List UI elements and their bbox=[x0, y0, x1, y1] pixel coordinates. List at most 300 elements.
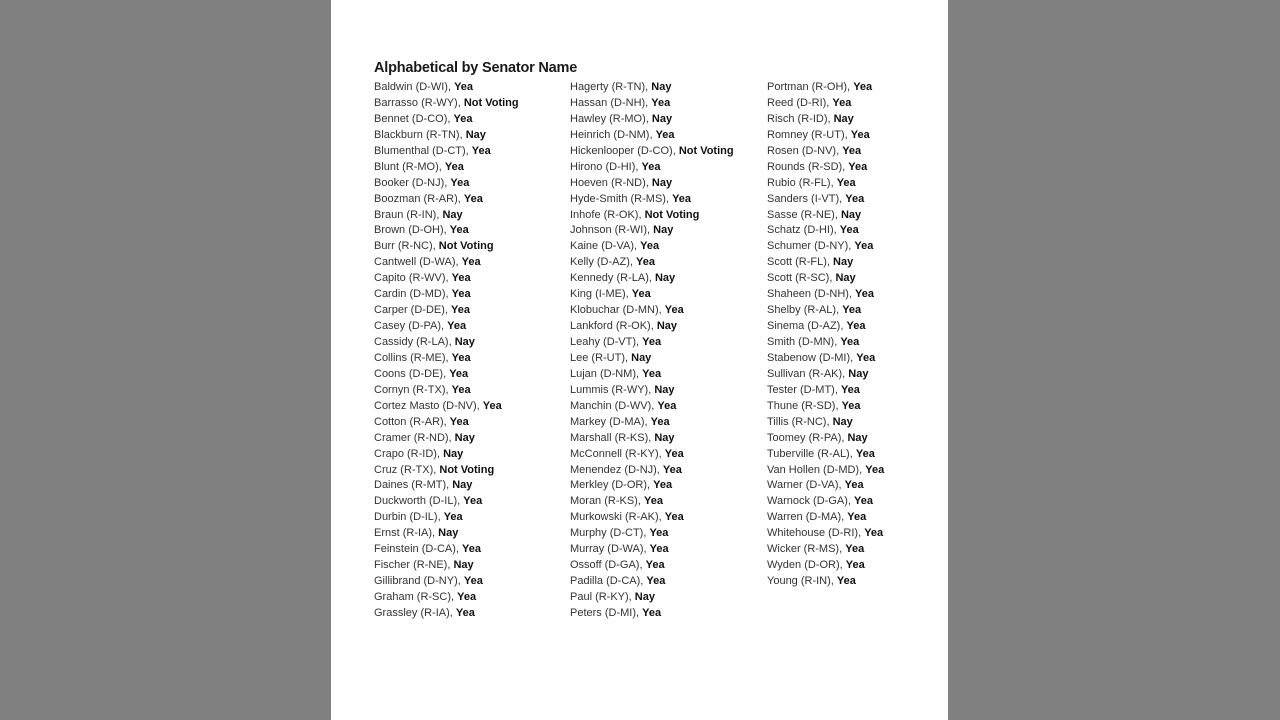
senator-name: Bennet (D-CO), bbox=[374, 112, 454, 125]
vote-value: Yea bbox=[449, 415, 469, 428]
vote-value: Nay bbox=[443, 447, 464, 460]
senator-vote-row bbox=[374, 191, 519, 207]
senator-vote-row bbox=[767, 477, 884, 493]
vote-value: Yea bbox=[845, 543, 865, 556]
senator-name: Sinema (D-AZ), bbox=[767, 320, 847, 333]
senator-vote-row bbox=[767, 270, 884, 286]
senator-name: Lujan (D-NM), bbox=[570, 367, 643, 380]
vote-value: Nay bbox=[454, 431, 475, 444]
senator-name: Capito (R-WV), bbox=[374, 272, 452, 285]
senator-vote-row bbox=[570, 509, 734, 525]
senator-name: Brown (D-OH), bbox=[374, 224, 450, 237]
senator-vote-row bbox=[767, 414, 884, 430]
senator-name: Schatz (D-HI), bbox=[767, 224, 840, 237]
senator-name: Murkowski (R-AK), bbox=[570, 511, 665, 524]
senator-vote-row bbox=[374, 525, 519, 541]
senator-name: Young (R-IN), bbox=[767, 575, 837, 588]
senator-vote-row bbox=[767, 541, 884, 557]
vote-value: Yea bbox=[854, 495, 873, 508]
vote-value: Yea bbox=[449, 367, 469, 380]
vote-value: Yea bbox=[461, 256, 481, 269]
vote-value: Yea bbox=[840, 336, 860, 348]
vote-value: Nay bbox=[438, 527, 459, 540]
senator-vote-row bbox=[374, 573, 519, 589]
senator-vote-row bbox=[570, 477, 734, 493]
senator-name: Kelly (D-AZ), bbox=[570, 256, 636, 269]
vote-value: Yea bbox=[641, 160, 661, 173]
senator-name: Rounds (R-SD), bbox=[767, 160, 849, 173]
vote-value: Yea bbox=[451, 272, 471, 285]
senator-name: Risch (R-ID), bbox=[767, 112, 834, 125]
senator-vote-row bbox=[570, 270, 734, 286]
vote-value: Yea bbox=[847, 511, 867, 524]
senator-name: Scott (R-SC), bbox=[767, 272, 836, 285]
vote-value: Yea bbox=[454, 81, 474, 93]
vote-value: Yea bbox=[850, 128, 870, 141]
senator-vote-row bbox=[767, 366, 884, 382]
senator-name: Warner (D-VA), bbox=[767, 479, 845, 492]
vote-value: Yea bbox=[836, 176, 856, 189]
vote-value: Yea bbox=[842, 144, 862, 157]
vote-value: Yea bbox=[839, 224, 859, 237]
senator-vote-row bbox=[374, 398, 519, 414]
senator-name: Blumenthal (D-CT), bbox=[374, 144, 472, 157]
senator-name: Wyden (D-OR), bbox=[767, 559, 846, 572]
vote-value: Yea bbox=[642, 336, 662, 348]
senator-vote-row bbox=[767, 143, 884, 159]
vote-value: Yea bbox=[642, 606, 662, 619]
senator-vote-row bbox=[570, 573, 734, 589]
senator-name: Hyde-Smith (R-MS), bbox=[570, 192, 673, 205]
vote-value: Yea bbox=[453, 112, 473, 125]
senator-name: Daines (R-MT), bbox=[374, 479, 453, 492]
senator-name: Whitehouse (D-RI), bbox=[767, 527, 865, 540]
senator-vote-row bbox=[374, 143, 519, 159]
vote-value: Yea bbox=[650, 415, 670, 428]
senator-name: Sanders (I-VT), bbox=[767, 192, 846, 205]
senator-vote-row bbox=[374, 477, 519, 493]
senator-name: King (I-ME), bbox=[570, 288, 632, 301]
vote-value: Yea bbox=[643, 495, 663, 508]
senator-vote-row bbox=[374, 414, 519, 430]
senator-vote-row bbox=[767, 462, 884, 478]
senator-vote-row bbox=[767, 350, 884, 366]
vote-value: Yea bbox=[631, 288, 651, 301]
senator-name: Romney (R-UT), bbox=[767, 128, 851, 141]
senator-name: Murphy (D-CT), bbox=[570, 527, 650, 540]
senator-vote-row bbox=[374, 238, 519, 254]
senator-vote-row bbox=[374, 302, 519, 318]
vote-value: Yea bbox=[646, 575, 666, 588]
vote-value: Nay bbox=[654, 272, 676, 285]
senator-vote-row bbox=[570, 79, 734, 95]
senator-vote-row bbox=[767, 382, 884, 398]
vote-value: Nay bbox=[833, 256, 854, 269]
senator-name: Cassidy (R-LA), bbox=[374, 336, 455, 348]
senator-name: Feinstein (D-CA), bbox=[374, 543, 463, 556]
senator-vote-row bbox=[767, 238, 884, 254]
vote-value: Yea bbox=[845, 192, 865, 205]
senator-vote-row bbox=[767, 95, 884, 111]
vote-value: Yea bbox=[672, 192, 692, 205]
senator-vote-row bbox=[374, 286, 519, 302]
senator-vote-row bbox=[767, 525, 884, 541]
vote-value: Yea bbox=[471, 144, 491, 157]
senator-name: Casey (D-PA), bbox=[374, 320, 448, 333]
vote-value: Yea bbox=[840, 383, 860, 396]
senator-vote-row bbox=[767, 493, 884, 509]
senator-name: Padilla (D-CA), bbox=[570, 575, 647, 588]
vote-value: Nay bbox=[653, 224, 674, 237]
vote-value: Yea bbox=[463, 495, 483, 508]
senator-vote-row bbox=[374, 79, 519, 95]
senator-vote-row bbox=[374, 366, 519, 382]
vote-value: Nay bbox=[840, 208, 862, 221]
vote-value: Nay bbox=[651, 176, 673, 189]
vote-value: Yea bbox=[482, 399, 502, 412]
senator-vote-row bbox=[767, 430, 884, 446]
senator-name: Marshall (R-KS), bbox=[570, 431, 655, 444]
document-page bbox=[331, 0, 948, 720]
senator-vote-row bbox=[570, 525, 734, 541]
senator-vote-row bbox=[374, 509, 519, 525]
senator-vote-row bbox=[374, 462, 519, 478]
senator-name: Scott (R-FL), bbox=[767, 256, 834, 269]
senator-vote-row bbox=[570, 127, 734, 143]
senator-name: Braun (R-IN), bbox=[374, 208, 443, 221]
senator-vote-row bbox=[570, 398, 734, 414]
vote-value: Nay bbox=[453, 559, 474, 572]
senator-vote-row bbox=[374, 382, 519, 398]
vote-value: Yea bbox=[444, 160, 464, 173]
senator-name: Cantwell (D-WA), bbox=[374, 256, 462, 269]
vote-value: Nay bbox=[651, 81, 672, 93]
senator-vote-row bbox=[767, 446, 884, 462]
senator-vote-row bbox=[374, 254, 519, 270]
senator-vote-row bbox=[767, 222, 884, 238]
senator-vote-row bbox=[374, 430, 519, 446]
vote-value: Yea bbox=[640, 240, 660, 253]
vote-value: Yea bbox=[846, 320, 866, 333]
vote-value: Yea bbox=[636, 256, 655, 269]
senator-name: Collins (R-ME), bbox=[374, 351, 452, 364]
senator-name: Cramer (R-ND), bbox=[374, 431, 455, 444]
vote-value: Nay bbox=[835, 272, 856, 285]
senator-name: Van Hollen (D-MD), bbox=[767, 463, 866, 476]
senator-vote-row bbox=[570, 493, 734, 509]
senator-name: Grassley (R-IA), bbox=[374, 606, 456, 619]
vote-value: Yea bbox=[451, 304, 470, 317]
senator-name: Hirono (D-HI), bbox=[570, 160, 642, 173]
vote-value: Yea bbox=[450, 176, 470, 189]
vote-value: Nay bbox=[847, 431, 868, 444]
senator-name: Hassan (D-NH), bbox=[570, 96, 652, 109]
senator-column-1 bbox=[374, 79, 519, 621]
senator-vote-row bbox=[767, 111, 884, 127]
senator-vote-row bbox=[767, 191, 884, 207]
senator-name: Tuberville (R-AL), bbox=[767, 447, 856, 460]
senator-name: Hoeven (R-ND), bbox=[570, 176, 652, 189]
vote-value: Yea bbox=[457, 591, 477, 603]
senator-name: Durbin (D-IL), bbox=[374, 511, 444, 524]
senator-name: Duckworth (D-IL), bbox=[374, 495, 464, 508]
vote-value: Nay bbox=[634, 591, 655, 603]
vote-value: Not Voting bbox=[644, 208, 700, 221]
page-title: Alphabetical by Senator Name bbox=[374, 60, 578, 76]
vote-value: Yea bbox=[836, 575, 856, 588]
vote-value: Yea bbox=[462, 543, 481, 556]
vote-value: Yea bbox=[449, 224, 469, 237]
senator-name: Crapo (R-ID), bbox=[374, 447, 444, 460]
senator-name: Markey (D-MA), bbox=[570, 415, 651, 428]
senator-vote-row bbox=[374, 95, 519, 111]
senator-name: Boozman (R-AR), bbox=[374, 192, 464, 205]
senator-vote-row bbox=[570, 111, 734, 127]
senator-vote-row bbox=[570, 286, 734, 302]
senator-vote-row bbox=[767, 302, 884, 318]
senator-name: Schumer (D-NY), bbox=[767, 240, 855, 253]
vote-value: Nay bbox=[654, 431, 675, 444]
senator-vote-row bbox=[570, 254, 734, 270]
senator-name: Leahy (D-VT), bbox=[570, 336, 643, 348]
senator-vote-row bbox=[767, 334, 884, 350]
vote-value: Yea bbox=[844, 479, 864, 492]
senator-vote-row bbox=[374, 350, 519, 366]
senator-vote-row bbox=[570, 382, 734, 398]
senator-vote-row bbox=[767, 557, 884, 573]
senator-vote-row bbox=[570, 350, 734, 366]
senator-vote-row bbox=[767, 318, 884, 334]
vote-value: Not Voting bbox=[439, 463, 495, 476]
senator-vote-row bbox=[570, 159, 734, 175]
senator-vote-row bbox=[374, 207, 519, 223]
senator-name: Kennedy (R-LA), bbox=[570, 272, 655, 285]
vote-value: Yea bbox=[841, 399, 861, 412]
vote-value: Not Voting bbox=[463, 96, 519, 109]
vote-value: Yea bbox=[451, 383, 471, 396]
senator-name: Tester (D-MT), bbox=[767, 383, 841, 396]
senator-name: Blunt (R-MO), bbox=[374, 160, 445, 173]
senator-name: Thune (R-SD), bbox=[767, 399, 842, 412]
senator-vote-row bbox=[570, 143, 734, 159]
senator-name: Lummis (R-WY), bbox=[570, 383, 655, 396]
senator-vote-row bbox=[767, 286, 884, 302]
senator-name: Rosen (D-NV), bbox=[767, 144, 843, 157]
senator-name: Ernst (R-IA), bbox=[374, 527, 439, 540]
senator-vote-row bbox=[570, 589, 734, 605]
senator-column-3 bbox=[767, 79, 884, 589]
vote-value: Yea bbox=[856, 351, 876, 364]
senator-name: Cruz (R-TX), bbox=[374, 463, 440, 476]
vote-value: Nay bbox=[465, 128, 486, 141]
senator-vote-row bbox=[570, 541, 734, 557]
senator-name: Toomey (R-PA), bbox=[767, 431, 848, 444]
senator-vote-row bbox=[570, 95, 734, 111]
senator-vote-row bbox=[374, 605, 519, 621]
senator-name: Gillibrand (D-NY), bbox=[374, 575, 464, 588]
vote-value: Yea bbox=[447, 320, 467, 333]
senator-name: Fischer (R-NE), bbox=[374, 559, 454, 572]
senator-name: Cardin (D-MD), bbox=[374, 288, 452, 301]
senator-name: Inhofe (R-OK), bbox=[570, 208, 645, 221]
senator-name: Lee (R-UT), bbox=[570, 351, 632, 364]
senator-name: Paul (R-KY), bbox=[570, 591, 635, 603]
senator-vote-row bbox=[767, 79, 884, 95]
vote-value: Yea bbox=[463, 192, 483, 205]
senator-vote-row bbox=[374, 446, 519, 462]
senator-vote-row bbox=[374, 159, 519, 175]
senator-vote-row bbox=[767, 127, 884, 143]
senator-vote-row bbox=[374, 111, 519, 127]
vote-value: Yea bbox=[645, 559, 665, 572]
vote-value: Yea bbox=[451, 351, 471, 364]
senator-name: Warren (D-MA), bbox=[767, 511, 848, 524]
senator-vote-row bbox=[767, 159, 884, 175]
vote-value: Nay bbox=[631, 351, 652, 364]
senator-name: Cortez Masto (D-NV), bbox=[374, 399, 483, 412]
vote-value: Yea bbox=[848, 160, 868, 173]
senator-vote-row bbox=[374, 127, 519, 143]
senator-name: Hickenlooper (D-CO), bbox=[570, 144, 679, 157]
vote-value: Yea bbox=[855, 447, 875, 460]
senator-name: Stabenow (D-MI), bbox=[767, 351, 857, 364]
vote-value: Nay bbox=[848, 367, 869, 380]
vote-value: Yea bbox=[662, 463, 682, 476]
senator-name: Baldwin (D-WI), bbox=[374, 81, 455, 93]
senator-vote-row bbox=[374, 270, 519, 286]
senator-vote-row bbox=[767, 573, 884, 589]
senator-name: Shaheen (D-NH), bbox=[767, 288, 856, 301]
vote-value: Yea bbox=[845, 559, 865, 572]
vote-value: Yea bbox=[649, 527, 669, 540]
senator-name: Lankford (R-OK), bbox=[570, 320, 657, 333]
vote-value: Not Voting bbox=[678, 144, 734, 157]
senator-name: Manchin (D-WV), bbox=[570, 399, 658, 412]
senator-name: Kaine (D-VA), bbox=[570, 240, 641, 253]
senator-vote-row bbox=[767, 254, 884, 270]
vote-value: Nay bbox=[651, 112, 673, 125]
vote-value: Yea bbox=[649, 543, 669, 556]
vote-value: Not Voting bbox=[438, 240, 494, 253]
senator-vote-row bbox=[767, 509, 884, 525]
senator-name: Hawley (R-MO), bbox=[570, 112, 652, 125]
vote-value: Yea bbox=[451, 288, 471, 301]
vote-value: Nay bbox=[833, 112, 854, 125]
senator-column-2 bbox=[570, 79, 734, 621]
senator-name: Burr (R-NC), bbox=[374, 240, 439, 253]
vote-value: Yea bbox=[664, 304, 684, 317]
senator-vote-row bbox=[570, 557, 734, 573]
senator-name: Smith (D-MN), bbox=[767, 336, 841, 348]
vote-value: Nay bbox=[656, 320, 677, 333]
vote-value: Yea bbox=[455, 606, 475, 619]
senator-name: Sasse (R-NE), bbox=[767, 208, 841, 221]
senator-name: Heinrich (D-NM), bbox=[570, 128, 656, 141]
senator-vote-row bbox=[374, 493, 519, 509]
vote-value: Yea bbox=[655, 128, 675, 141]
senator-name: Cotton (R-AR), bbox=[374, 415, 450, 428]
senator-name: Klobuchar (D-MN), bbox=[570, 304, 665, 317]
senator-name: Blackburn (R-TN), bbox=[374, 128, 466, 141]
senator-vote-row bbox=[374, 589, 519, 605]
senator-vote-row bbox=[570, 605, 734, 621]
vote-value: Yea bbox=[865, 463, 885, 476]
senator-name: Rubio (R-FL), bbox=[767, 176, 837, 189]
vote-value: Yea bbox=[664, 447, 684, 460]
senator-vote-row bbox=[570, 207, 734, 223]
senator-vote-row bbox=[570, 302, 734, 318]
senator-vote-row bbox=[374, 222, 519, 238]
senator-vote-row bbox=[570, 414, 734, 430]
senator-name: Barrasso (R-WY), bbox=[374, 96, 464, 109]
senator-name: McConnell (R-KY), bbox=[570, 447, 665, 460]
vote-value: Yea bbox=[443, 511, 463, 524]
vote-value: Yea bbox=[842, 304, 862, 317]
vote-value: Nay bbox=[654, 383, 675, 396]
vote-value: Yea bbox=[854, 240, 874, 253]
senator-vote-row bbox=[570, 318, 734, 334]
senator-vote-row bbox=[570, 191, 734, 207]
senator-name: Murray (D-WA), bbox=[570, 543, 650, 556]
vote-value: Yea bbox=[664, 511, 684, 524]
senator-vote-row bbox=[570, 175, 734, 191]
senator-name: Merkley (D-OR), bbox=[570, 479, 654, 492]
vote-value: Nay bbox=[442, 208, 463, 221]
senator-name: Shelby (R-AL), bbox=[767, 304, 843, 317]
senator-vote-row bbox=[570, 222, 734, 238]
senator-name: Hagerty (R-TN), bbox=[570, 81, 652, 93]
vote-value: Nay bbox=[832, 415, 853, 428]
vote-value: Nay bbox=[452, 479, 473, 492]
vote-value: Yea bbox=[463, 575, 483, 588]
senator-vote-row bbox=[374, 557, 519, 573]
senator-vote-row bbox=[570, 446, 734, 462]
senator-name: Warnock (D-GA), bbox=[767, 495, 854, 508]
senator-name: Carper (D-DE), bbox=[374, 304, 452, 317]
senator-name: Johnson (R-WI), bbox=[570, 224, 654, 237]
senator-vote-row bbox=[374, 318, 519, 334]
vote-value: Yea bbox=[864, 527, 884, 540]
senator-vote-row bbox=[374, 334, 519, 350]
vote-value: Yea bbox=[642, 367, 662, 380]
senator-name: Ossoff (D-GA), bbox=[570, 559, 646, 572]
senator-name: Graham (R-SC), bbox=[374, 591, 458, 603]
vote-value: Yea bbox=[853, 81, 873, 93]
senator-vote-row bbox=[374, 175, 519, 191]
senator-name: Moran (R-KS), bbox=[570, 495, 644, 508]
senator-name: Sullivan (R-AK), bbox=[767, 367, 849, 380]
senator-name: Wicker (R-MS), bbox=[767, 543, 846, 556]
senator-vote-row bbox=[570, 462, 734, 478]
vote-value: Yea bbox=[832, 96, 852, 109]
vote-value: Yea bbox=[651, 96, 671, 109]
senator-name: Tillis (R-NC), bbox=[767, 415, 833, 428]
senator-vote-row bbox=[570, 366, 734, 382]
senator-vote-row bbox=[570, 238, 734, 254]
senator-name: Coons (D-DE), bbox=[374, 367, 450, 380]
senator-vote-row bbox=[570, 334, 734, 350]
senator-name: Peters (D-MI), bbox=[570, 606, 643, 619]
vote-value: Nay bbox=[454, 336, 475, 348]
senator-vote-row bbox=[767, 175, 884, 191]
senator-vote-row bbox=[374, 541, 519, 557]
vote-value: Yea bbox=[653, 479, 673, 492]
senator-vote-row bbox=[767, 398, 884, 414]
senator-name: Menendez (D-NJ), bbox=[570, 463, 663, 476]
senator-name: Reed (D-RI), bbox=[767, 96, 833, 109]
vote-value: Yea bbox=[657, 399, 677, 412]
senator-name: Booker (D-NJ), bbox=[374, 176, 451, 189]
